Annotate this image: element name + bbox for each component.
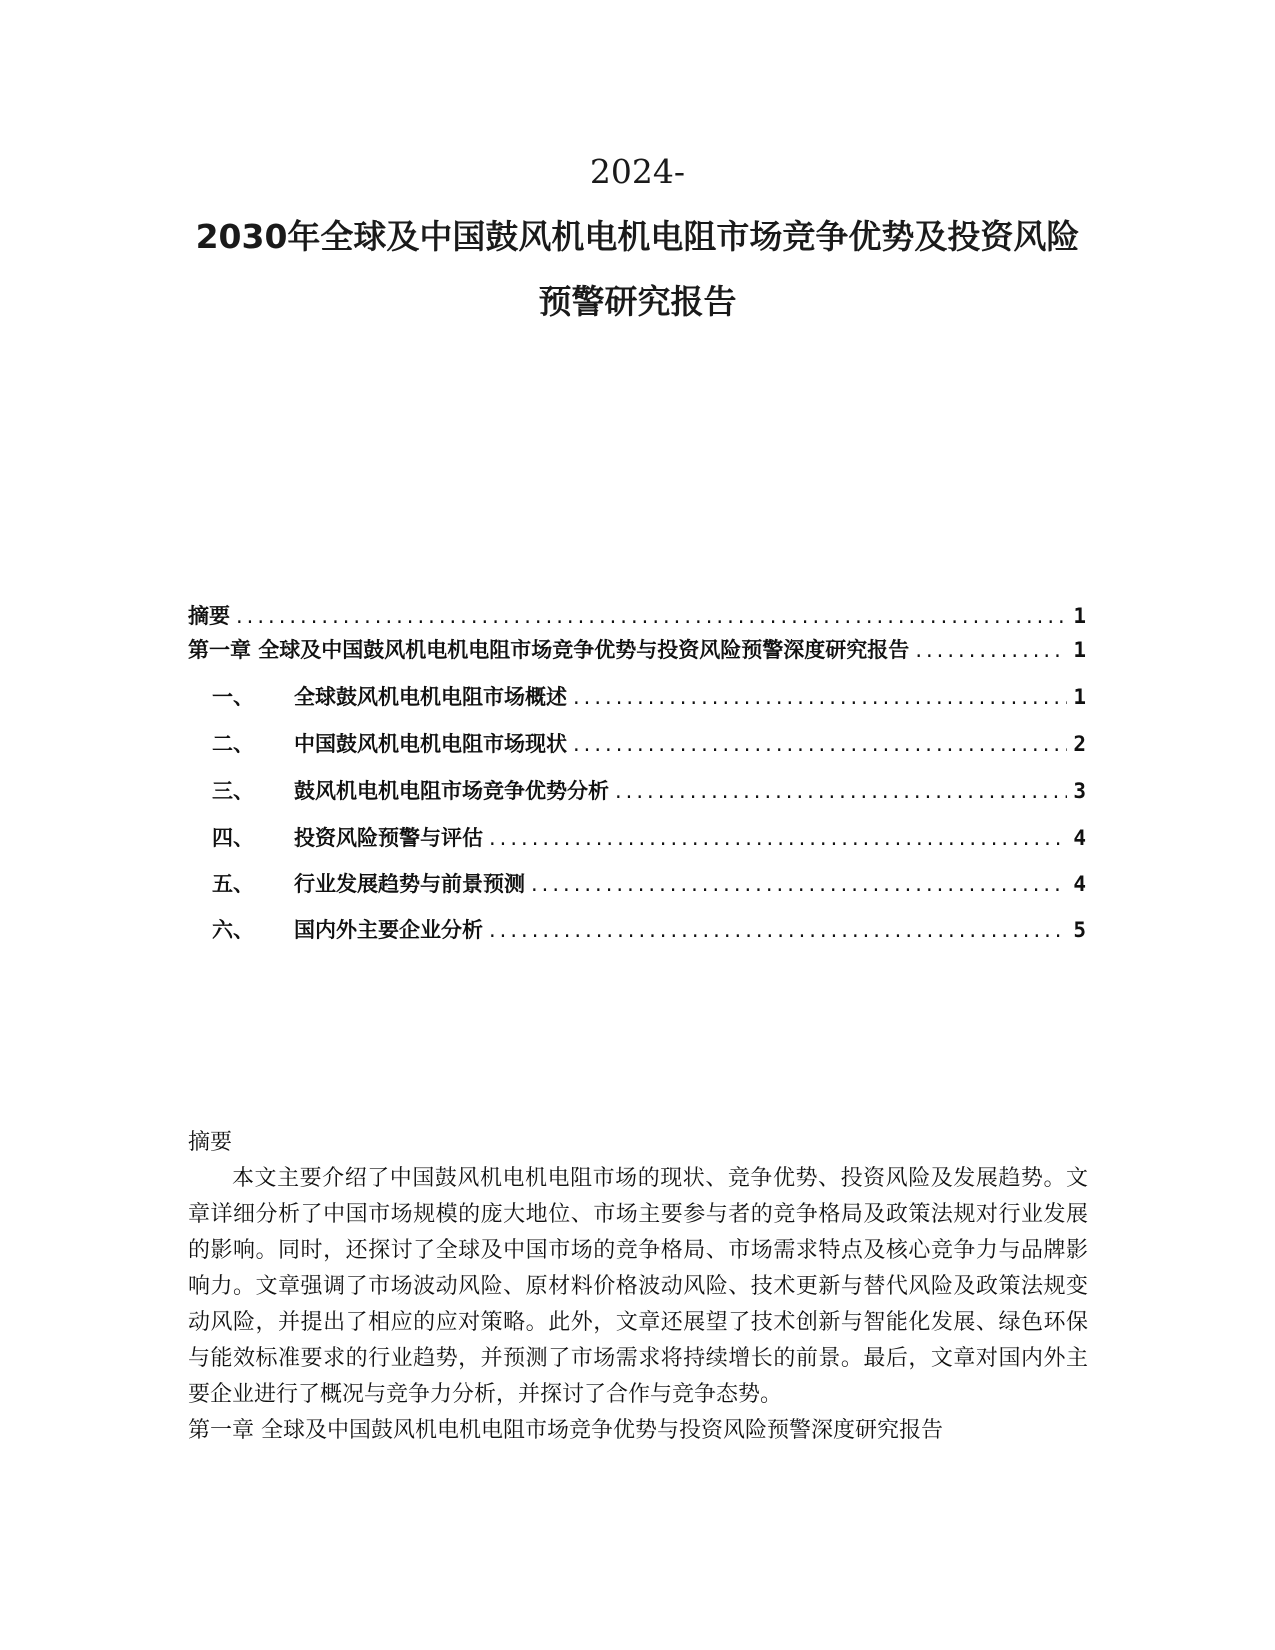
toc-entry-label: 摘要 — [188, 604, 230, 628]
toc-entry-page: 1 — [1073, 604, 1086, 628]
toc-entry-page: 3 — [1073, 779, 1086, 803]
toc-entry-label: 全球鼓风机电机电阻市场概述 — [294, 685, 567, 709]
toc-leader-dots — [573, 732, 1067, 756]
toc-entry-label: 第一章 全球及中国鼓风机电机电阻市场竞争优势与投资风险预警深度研究报告 — [188, 638, 910, 662]
toc-entry-label: 国内外主要企业分析 — [294, 918, 483, 942]
toc-entry-page: 1 — [1073, 638, 1086, 662]
chapter-1-heading: 第一章 全球及中国鼓风机电机电阻市场竞争优势与投资风险预警深度研究报告 — [188, 1418, 943, 1443]
toc-entry-number: 六、 — [212, 918, 254, 942]
abstract-heading: 摘要 — [188, 1130, 233, 1155]
toc-entry-number: 四、 — [212, 826, 254, 850]
toc-entry-label: 中国鼓风机电机电阻市场现状 — [294, 732, 567, 756]
toc-entry-section-6[interactable] — [212, 914, 1086, 942]
toc-entry-section-2[interactable] — [212, 728, 1086, 756]
toc-entry-page: 4 — [1073, 826, 1086, 850]
toc-entry-page: 2 — [1073, 732, 1086, 756]
toc-entry-section-1[interactable] — [212, 681, 1086, 709]
toc-entry-abstract[interactable] — [188, 600, 1086, 628]
toc-entry-section-4[interactable] — [212, 822, 1086, 850]
toc-entry-label: 行业发展趋势与前景预测 — [294, 872, 525, 896]
toc-entry-page: 1 — [1073, 685, 1086, 709]
toc-leader-dots — [915, 638, 1067, 662]
abstract-body: 本文主要介绍了中国鼓风机电机电阻市场的现状、竞争优势、投资风险及发展趋势。文章详细分析了中国市场规模的庞大地位、市场主要参与者的竞争格局及政策法规对行业发展的影响。同时，还探讨了全球及中国市场的竞争格局、市场需求特点及核心竞争力与品牌影响力。文章强调了市场波动风险、原材料价格波动风险、技术更新与替代风险及政策法规变动风险，并提出了相应的应对策略。此外，文章还展望了技术创新与智能化发展、绿色环保与能效标准要求的行业趋势，并预测了市场需求将持续增长的前景。最后，文章对国内外主要企业进行了概况与竞争力分析，并探讨了合作与竞争态势。 — [188, 1166, 1088, 1407]
document-title-line-3: 预警研究报告 — [538, 282, 737, 321]
toc-entry-label: 鼓风机电机电阻市场竞争优势分析 — [294, 779, 609, 803]
toc-entry-number: 三、 — [212, 779, 254, 803]
toc-entry-section-3[interactable] — [212, 775, 1086, 803]
toc-entry-number: 一、 — [212, 685, 254, 709]
toc-entry-label: 投资风险预警与评估 — [294, 826, 483, 850]
toc-entry-number: 五、 — [212, 872, 254, 896]
toc-leader-dots — [531, 872, 1067, 896]
toc-entry-page: 5 — [1073, 918, 1086, 942]
toc-entry-page: 4 — [1073, 872, 1086, 896]
toc-entry-number: 二、 — [212, 732, 254, 756]
toc-leader-dots — [236, 604, 1067, 628]
abstract-section — [188, 1125, 1088, 1449]
document-title-line-1: 2024- — [589, 152, 686, 191]
toc-leader-dots — [573, 685, 1067, 709]
toc-entry-section-5[interactable] — [212, 868, 1086, 896]
toc-leader-dots — [615, 779, 1067, 803]
document-title-line-2: 2030年全球及中国鼓风机电机电阻市场竞争优势及投资风险 — [195, 217, 1080, 256]
toc-entry-chapter-1[interactable] — [188, 634, 1086, 662]
toc-leader-dots — [489, 918, 1067, 942]
toc-leader-dots — [489, 826, 1067, 850]
